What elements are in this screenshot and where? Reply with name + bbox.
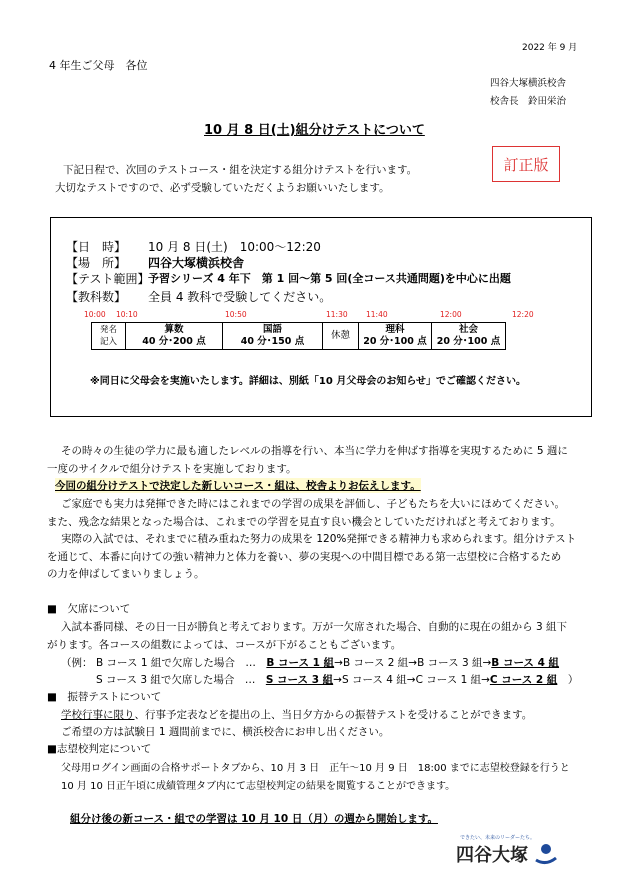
document-title: 10 月 8 日(土)組分けテストについて <box>204 123 425 138</box>
judge-heading: ■志望校判定について <box>47 743 152 755</box>
logo-name: 四谷大塚 <box>456 845 528 866</box>
schedule-science: 理科 20 分･100 点 <box>359 323 432 350</box>
body-emphasis: 今回の組分けテストで決定した新しいコース・組は、校舎よりお伝えします。 <box>55 480 421 492</box>
detail-label-datetime: 【日 時】 <box>66 240 127 254</box>
time-label: 11:30 <box>326 310 348 319</box>
absence-heading: ■ 欠席について <box>47 603 131 615</box>
detail-value-range: 予習シリーズ 4 年下 第 1 回〜第 5 回(全コース共通問題)を中心に出題 <box>148 272 511 285</box>
schedule-math: 算数 40 分･200 点 <box>126 323 223 350</box>
detail-label-place: 【場 所】 <box>66 256 127 270</box>
time-label: 11:40 <box>366 310 388 319</box>
start-notice: 組分け後の新コース・組での学習は 10 月 10 日（月）の週から開始します。 <box>70 813 438 825</box>
logo-mark-icon <box>534 842 558 866</box>
parents-meeting-note: ※同日に父母会を実施いたします。詳細は、別紙「10 月父母会のお知らせ」でご確認ください。 <box>90 376 527 387</box>
time-label: 10:00 <box>84 310 106 319</box>
detail-value-subjects: 全員 4 教科で受験してください。 <box>148 290 332 304</box>
body-line: 一度のサイクルで組分けテストを実施しております。 <box>47 463 297 475</box>
judge-line: 父母用ログイン画面の合格サポートタブから、10 月 3 日 正午〜10 月 9 日 18:00 までに志望校登録を行うと <box>61 763 570 774</box>
intro-line-2: 大切なテストですので、必ず受験していただくようお願いいたします。 <box>55 182 390 194</box>
body-line: ご家庭でも実力は発揮できた時にはこれまでの学習の成果を評価し、子どもたちを大いにほめてください。 <box>61 498 565 510</box>
body-line: その時々の生徒の学力に最も適したレベルの指導を行い、本当に学力を伸ばす指導を実現するために 5 週に <box>61 445 568 457</box>
name-entry-cell: 発名 記入 <box>92 323 126 350</box>
sender-school: 四谷大塚横浜校舎 <box>490 78 567 89</box>
time-label: 12:00 <box>440 310 462 319</box>
detail-value-place: 四谷大塚横浜校舎 <box>148 256 245 270</box>
time-label: 10:50 <box>225 310 247 319</box>
detail-label-range: 【テスト範囲】 <box>66 272 150 286</box>
schedule-break: 休憩 <box>323 323 359 350</box>
recipient: 4 年生ご父母 各位 <box>49 59 148 72</box>
makeup-line-1: 学校行事に限り、行事予定表などを提出の上、当日夕方からの振替テストを受けることができます。 <box>61 709 533 721</box>
absence-example-2: S コース 3 組で欠席した場合 … S コース 3 組→S コース 4 組→C コース 1 組→C コース 2 組 ） <box>96 674 579 686</box>
judge-line: 10 月 10 日正午頃に成績管理タブ内にて志望校判定の結果を閲覧することができます。 <box>61 781 456 792</box>
intro-line-1: 下記日程で、次回のテストコース・組を決定する組分けテストを行います。 <box>63 164 418 176</box>
schedule-japanese: 国語 40 分･150 点 <box>223 323 323 350</box>
schedule-table <box>91 322 506 350</box>
detail-label-subjects: 【教科数】 <box>66 290 127 304</box>
detail-value-datetime: 10 月 8 日(土) 10:00〜12:20 <box>148 240 321 254</box>
body-line: また、残念な結果となった場合は、これまでの学習を見直す良い機会としていただければと考えております。 <box>47 516 561 528</box>
time-label: 10:10 <box>116 310 138 319</box>
absence-example-1: B コース 1 組で欠席した場合 … B コース 1 組→B コース 2 組→B コース 3 組→B コース 4 組 <box>96 657 560 669</box>
makeup-line-2: ご希望の方は試験日 1 週間前までに、横浜校舎にお申し出ください。 <box>61 726 390 738</box>
yotsuya-otsuka-logo <box>456 834 558 867</box>
sender-principal: 校舎長 鈴田栄治 <box>490 96 567 107</box>
correction-stamp: 訂正版 <box>492 146 560 182</box>
makeup-heading: ■ 振替テストについて <box>47 691 162 703</box>
absence-line: がります。各コースの組数によっては、コースが下がることもございます。 <box>47 639 402 651</box>
body-line: の力を伸ばしてまいりましょう。 <box>47 568 205 580</box>
example-label: （例： <box>61 657 93 669</box>
document-date: 2022 年 9 月 <box>522 43 578 53</box>
body-line: を通じて、本番に向けての強い精神力と体力を養い、夢の実現への中間目標である第一志望校に合格するため <box>47 551 562 563</box>
absence-line: 入試本番同様、その日一日が勝負と考えております。万が一欠席された場合、自動的に現在の組から 3 組下 <box>61 621 568 633</box>
body-line: 実際の入試では、それまでに積み重ねた努力の成果を 120%発揮できる精神力も求められます。組分けテスト <box>61 533 577 545</box>
logo-tagline: できたい、未来のリーダーたち。 <box>460 835 536 841</box>
schedule-social: 社会 20 分･100 点 <box>432 323 506 350</box>
time-label: 12:20 <box>512 310 534 319</box>
